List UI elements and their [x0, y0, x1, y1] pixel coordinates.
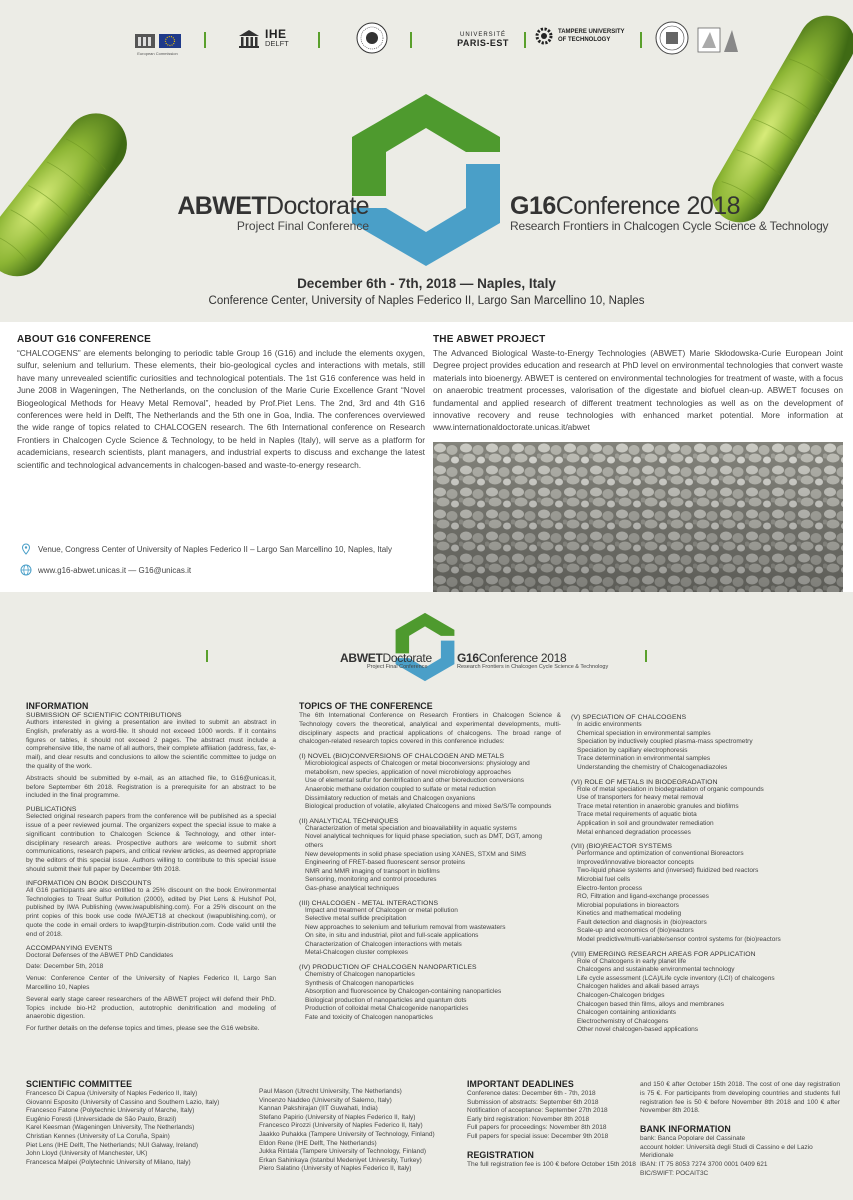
committee-member: Piet Lens (IHE Delft, The Netherlands; NUI Galway, Ireland)	[26, 1141, 199, 1149]
committee-member: Kannan Pakshirajan (IIT Guwahati, India)	[259, 1105, 378, 1113]
topics-column-2	[571, 708, 839, 1035]
committee-member: Erkan Sahinkaya (Istanbul Medeniyet University, Turkey)	[259, 1156, 422, 1164]
committee-list-2	[259, 1088, 459, 1174]
topic-item: Characterization of metal speciation and bioavailability in aquatic systems	[305, 824, 517, 832]
topic-item: Kinetics and mathematical modeling	[577, 910, 682, 918]
venue-contact	[20, 543, 392, 555]
abwet-bold: ABWET	[177, 192, 266, 220]
events-text-3: Venue: Conference Center of the University of Naples Federico II, Largo San Marcellino 10, Naples	[26, 975, 276, 991]
registration-text: The full registration fee is 100 € before October 15th 2018	[467, 1160, 636, 1168]
g16-rest: Conference 2018	[555, 192, 741, 220]
topic-item: Role of metal speciation in biodegradation of organic compounds	[577, 785, 764, 793]
topic-item: Microbiological aspects of Chalcogen or metal bioconversions: physiology and metabolism, new species, application of novel microbiology approaches	[305, 760, 530, 776]
abwet-title	[154, 192, 369, 221]
topic-item: Metal-Chalcogen cluster complexes	[305, 949, 408, 957]
deadline-item: Conference dates: December 6th - 7th, 2018	[467, 1090, 596, 1097]
topic-item: On site, in situ and industrial, pilot and full-scale applications	[305, 932, 479, 940]
topic-item: Sensoring, monitoring and control procedures	[305, 876, 437, 884]
information-column	[26, 701, 276, 1034]
g16-small-rest: Conference 2018	[478, 651, 567, 665]
topic-item: Production of colloidal metal Chalcogenide nanoparticles	[305, 1005, 469, 1013]
topic-item: Fate and toxicity of Chalcogen nanoparticles	[305, 1014, 433, 1022]
topics-intro: The 6th International Conference on Research Frontiers in Chalcogen Science & Technology covers the theoretical, analytical and experimental developments, multi-disciplinary aspects and practical applications of chalcogens. The broad range of chalcogen-related research topics covered in this conference includes:	[299, 712, 561, 746]
committee-member: Karel Keesman (Wageningen University, The Netherlands)	[26, 1124, 195, 1132]
topic-item: Selective metal sulfide precipitation	[305, 915, 407, 923]
topic-item: Trace determination in environmental samples	[577, 755, 711, 763]
topic-item: Biological production of nanoparticles and quantum dots	[305, 996, 467, 1004]
tut-label-1: TAMPERE UNIVERSITY	[558, 29, 625, 35]
abwet-rest: Doctorate	[266, 192, 369, 220]
committee-member: Francesco Fatone (Polytechnic University of Marche, Italy)	[26, 1107, 195, 1115]
committee-member: Piero Salatino (University of Naples Federico II, Italy)	[259, 1165, 412, 1173]
registration-title: REGISTRATION	[467, 1149, 535, 1160]
tampere-university-logo	[534, 26, 634, 46]
section-divider	[0, 592, 853, 600]
web-contact	[20, 564, 191, 576]
ec-building-icon	[133, 30, 183, 50]
topics-groups-2	[571, 714, 839, 1035]
ihe-label: IHE	[265, 27, 287, 41]
topic-item: Model predictive/multi-variable/sensor control systems for (bio)reactors	[577, 936, 781, 944]
g16-title-block	[510, 192, 829, 233]
topic-item: Characterization of Chalcogen interactions with metals	[305, 940, 462, 948]
topic-item: Synthesis of Chalcogen nanoparticles	[305, 979, 414, 987]
gear-icon	[534, 26, 554, 46]
publications-text: Selected original research papers from the conference will be published as a special issue of a peer reviewed journal. The organizers expect the special issue to make a significant contribution to Chalcogen Science & Technology, and other inter-disciplinary research areas. Prospective authors are welcome to submit short communications, research papers, and critical review articles, as deemed appropriate by the editors of this special issue. Authors willing to contribute to this special issue should submit their full paper by December 9th 2018.	[26, 813, 276, 873]
topic-list	[299, 825, 561, 894]
deadlines-list	[467, 1090, 657, 1142]
deadlines-column	[467, 1079, 657, 1169]
bank-detail: BIC/SWIFT: POCAIT3C	[640, 1169, 709, 1177]
topics-column	[299, 701, 561, 1023]
top-poster	[0, 0, 853, 322]
events-text-2: Date: December 5th, 2018	[26, 963, 104, 971]
about-section	[17, 334, 425, 471]
topic-item: In acidic environments	[577, 721, 642, 728]
committee-member: Francesca Malpei (Polytechnic University of Milano, Italy)	[26, 1158, 191, 1166]
universite-paris-est-logo	[448, 32, 518, 48]
submission-heading: SUBMISSION OF SCIENTIFIC CONTRIBUTIONS	[26, 712, 182, 719]
about-title: ABOUT G16 CONFERENCE	[17, 334, 152, 345]
bank-detail: account holder: Università degli Studi di Cassino e del Lazio Meridionale	[640, 1143, 813, 1160]
abwet-subtitle: Project Final Conference	[236, 219, 369, 233]
topic-item: Chemistry of Chalcogen nanoparticles	[305, 971, 415, 979]
topic-item: Microbial populations in bioreactors	[577, 901, 679, 909]
conference-date: December 6th - 7th, 2018 — Naples, Italy	[297, 276, 556, 291]
topic-group-heading: (VII) (BIO)REACTOR SYSTEMS	[571, 843, 673, 851]
topic-list	[299, 907, 561, 959]
topic-item: Chalcogen-Chalcogen bridges	[577, 992, 665, 1000]
topic-item: Other novel chalcogen-based applications	[577, 1026, 699, 1034]
topic-group-heading: (IV) PRODUCTION OF CHALCOGEN NANOPARTICLES	[299, 964, 477, 972]
submission-text-2: Abstracts should be submitted by e-mail, as an attached file, to G16@unicas.it, before September 6th 2018. Registration is a prerequisite for an abstract to be included in the final programme.	[26, 774, 276, 800]
topic-item: Understanding the chemistry of Chalcogenadiazoles	[577, 763, 728, 771]
topic-item: Life cycle assessment (LCA)/Life cycle inventory (LCI) of chalcogens	[577, 974, 775, 982]
topic-item: Anaerobic methane oxidation coupled to sulfate or metal reduction	[305, 785, 496, 793]
abwet-small-subtitle: Project Final Conference	[367, 664, 428, 670]
topic-item: Electro-fenton process	[577, 884, 643, 892]
separator	[640, 32, 642, 48]
topic-item: Performance and optimization of conventional Bioreactors	[577, 850, 744, 858]
topics-title: TOPICS OF THE CONFERENCE	[299, 701, 433, 711]
committee-list-1	[26, 1090, 256, 1167]
abwet-small-rest: Doctorate	[382, 651, 432, 665]
committee-member: Giovanni Esposito (University of Cassino and Southern Lazio, Italy)	[26, 1098, 220, 1106]
topic-item: Absorption and fluorescence by Chalcogen-containing nanoparticles	[305, 988, 502, 996]
topic-list	[571, 786, 839, 838]
g16-subtitle: Research Frontiers in Chalcogen Cycle Science & Technology	[510, 219, 829, 233]
topic-item: Speciation by inductively coupled plasma-mass spectrometry	[577, 738, 753, 746]
topic-item: Impact and treatment of Chalcogen or metal pollution	[305, 906, 458, 914]
separator	[206, 650, 208, 662]
fees-column	[640, 1081, 840, 1178]
deadline-item: Full papers for proceedings: November 8th 2018	[467, 1124, 607, 1132]
ihe-delft-logo	[238, 28, 308, 50]
bank-detail: IBAN: IT 75 8053 7274 3700 0001 0409 621	[640, 1160, 768, 1168]
topic-list	[571, 850, 839, 945]
topic-list	[299, 971, 561, 1023]
committee-member: Jukka Rintala (Tampere University of Technology, Finland)	[259, 1148, 427, 1156]
separator	[645, 650, 647, 662]
seal-icon	[654, 20, 690, 56]
committee-member: Jaakko Puhakka (Tampere University of Technology, Finland)	[259, 1130, 435, 1138]
topic-item: Chalcogen containing antioxidants	[577, 1009, 677, 1017]
separator	[410, 32, 412, 48]
committee-member: Eldon Rene (IHE Delft, The Netherlands)	[259, 1139, 377, 1147]
topic-list	[571, 958, 839, 1035]
abwet-small-bold: ABWET	[340, 651, 383, 665]
granules-photo	[433, 442, 843, 600]
topic-list	[571, 721, 839, 773]
bank-detail: bank: Banca Popolare del Cassinate	[640, 1135, 746, 1143]
submission-text-1: Authors interested in giving a presentation are invited to submit an abstract in English, preferably as a word-file. It should not exceed 1000 words. If it contains figures or tables, it should not exceed 2 pages. The abstract must include a comprehensive title, the name of all authors, their complete affiliation (address, fax, e-mail), and clear results and conclusions to allow the scientific committee to judge on the quality of the work.	[26, 719, 276, 770]
topic-group-heading: (V) SPECIATION OF CHALCOGENS	[571, 714, 687, 721]
location-pin-icon	[20, 543, 32, 555]
events-text-1: Doctoral Defenses of the ABWET PhD Candidates	[26, 951, 174, 959]
deadlines-title: IMPORTANT DEADLINES	[467, 1079, 574, 1089]
committee-column-2	[259, 1088, 459, 1174]
deadline-item: Notification of acceptance: September 27th 2018	[467, 1107, 608, 1115]
topic-group-heading: (III) CHALCOGEN - METAL INTERACTIONS	[299, 899, 439, 907]
topic-group-heading: (VI) ROLE OF METALS IN BIODEGRADATION	[571, 778, 718, 786]
topic-item: Role of Chalcogens in early planet life	[577, 957, 687, 965]
topic-list	[299, 760, 561, 812]
g16-bold: G16	[510, 192, 556, 220]
cassino-university-seal	[654, 20, 690, 58]
committee-member: John Lloyd (University of Manchester, UK)	[26, 1150, 148, 1158]
committee-member: Francesco Pirozzi (University of Naples Federico II, Italy)	[259, 1122, 423, 1130]
g16-title	[510, 192, 810, 221]
project-title: THE ABWET PROJECT	[433, 334, 546, 345]
topic-item: Trace metal retention in anaerobic granules and biofilms	[577, 802, 739, 810]
publications-heading: PUBLICATIONS	[26, 806, 77, 814]
topic-item: Application in soil and groundwater remediation	[577, 819, 714, 827]
events-heading: ACCOMPANYING EVENTS	[26, 944, 113, 952]
topic-item: Metal enhanced degradation processes	[577, 828, 691, 836]
european-commission-logo	[130, 30, 185, 57]
committee-title: SCIENTIFIC COMMITTEE	[26, 1079, 133, 1089]
topic-item: Scale-up and economics of (bio)reactors	[577, 927, 694, 935]
g16-small-title	[457, 651, 566, 665]
deadline-item: Submission of abstracts: September 6th 2018	[467, 1098, 599, 1106]
topic-item: Two-liquid phase systems and (inversed) fluidized bed reactors	[577, 867, 759, 875]
books-text: All G16 participants are also entitled to a 25% discount on the book Environmental Technologies to Treat Sulfur Pollution (2000), edited by Piet Lens & Hulshof Pol, published by IWA Publishing (www.iwapublishing.com). For a 25% discount on the print copies of this book use code IWAJET18 at checkout (iwapublishing.com), or quote the code in email orders to iwap@turpin-distribution.com. Code valid until the end of 2018.	[26, 886, 276, 938]
topic-item: Dissimilatory reduction of metals and Chalcogen oxyanions	[305, 794, 476, 802]
web-link[interactable]: www.g16-abwet.unicas.it — G16@unicas.it	[38, 565, 192, 575]
hexagon-logo-small	[394, 612, 456, 682]
topic-group-heading: (I) NOVEL (BIO)CONVERSIONS OF CHALCOGEN AND METALS	[299, 753, 505, 761]
committee-member: Paul Mason (Utrecht University, The Netherlands)	[259, 1088, 402, 1095]
topic-item: NMR and MMR imaging of transport in biofilms	[305, 867, 440, 875]
upe-label-1: UNIVERSITÉ	[459, 32, 506, 38]
bacterium-illustration-left	[0, 95, 130, 305]
separator	[318, 32, 320, 48]
g16-small-subtitle: Research Frontiers in Chalcogen Cycle Science & Technology	[457, 664, 609, 670]
project-section	[433, 334, 843, 600]
topic-item: Electrochemistry of Chalcogens	[577, 1017, 669, 1025]
hexagon-logo	[348, 92, 504, 268]
topic-item: Microbial fuel cells	[577, 875, 631, 883]
topic-item: Speciation by capillary electrophoresis	[577, 746, 688, 754]
granules-texture	[433, 442, 843, 600]
books-heading: INFORMATION ON BOOK DISCOUNTS	[26, 879, 152, 887]
bank-title: BANK INFORMATION	[640, 1124, 731, 1135]
g16-small-bold: G16	[457, 651, 479, 665]
temple-icon	[238, 28, 260, 50]
committee-member: Christian Kennes (University of La Coruña, Spain)	[26, 1132, 170, 1140]
committee-column	[26, 1079, 256, 1167]
project-text: The Advanced Biological Waste-to-Energy Technologies (ABWET) Marie Skłodowska-Curie European Joint Degree project provides education and research at PhD level on environmental technologies that convert waste materials into bioenergy. ABWET is centered on environmental technologies for treatment of waste, with a focus on anaerobic treatment processes, valorisation of the digestate and biofuel clean-up. ABWET focuses on fundamental and applied research of different treatment technologies as well as on the development of innovative recovery and reuse technologies with enhanced market potential. More information at www.internationaldoctorate.unicas.it/abwet	[433, 348, 843, 433]
seal-icon	[356, 22, 388, 54]
committee-member: Eugênio Foresti (Universidade de São Paulo, Brazil)	[26, 1115, 177, 1123]
topic-item: New developments in solid phase speciation using XANES, STXM and SIMS	[305, 850, 527, 858]
topic-item: New approaches to selenium and tellurium removal from wastewaters	[305, 923, 506, 931]
topic-item: Use of transporters for heavy metal removal	[577, 794, 704, 802]
globe-icon	[20, 564, 32, 576]
abwet-small-title	[340, 651, 432, 665]
topic-item: Chalcogen based thin films, alloys and membranes	[577, 1000, 725, 1008]
deadline-item: Early bird registration: November 8th 2018	[467, 1115, 590, 1123]
bank-list	[640, 1135, 840, 1178]
tut-label-2: OF TECHNOLOGY	[558, 37, 611, 43]
delft-label: DELFT	[265, 39, 289, 48]
topic-item: Trace metal requirements of aquatic biota	[577, 811, 697, 819]
conference-venue: Conference Center, University of Naples Federico II, Largo San Marcellino 10, Naples	[208, 295, 645, 307]
topic-item: Chalcogens and sustainable environmental technology	[577, 966, 735, 974]
events-text-4: Several early stage career researchers of the ABWET project will defend their PhD. Topics include bio-H2 production, autotrophic denitrification and modeling of anaerobic digestion.	[26, 995, 276, 1021]
topic-item: Use of elemental sulfur for denitrification and other bioreduction conversions	[305, 777, 524, 785]
topic-item: Gas-phase analytical techniques	[305, 884, 399, 892]
information-title: INFORMATION	[26, 701, 89, 711]
topic-item: RO, Filtration and ligand-exchange processes	[577, 893, 709, 901]
topics-groups-1	[299, 753, 561, 1022]
fees-text: and 150 € after October 15th 2018. The cost of one day registration is 75 €. For participants from developing countries and students full registration fee is 50 € before November 8th 2018 and 100 € after November 8th 2018.	[640, 1081, 840, 1115]
topic-item: Improved/innovative bioreactor concepts	[577, 858, 694, 866]
topic-item: Chalcogen halides and alkali based arrays	[577, 983, 700, 991]
committee-member: Stefano Papirio (University of Naples Federico II, Italy)	[259, 1113, 416, 1121]
about-text: “CHALCOGENS” are elements belonging to periodic table Group 16 (G16) and include the elements oxygen, sulfur, selenium and tellurium. These elements, their bio-geological cycles and interactions with metals, still have many unrevealed scientific curiosities and technological potentials. The 1st G16 conference was held in June 2008 in Wageningen, The Netherlands, on the conclusion of the Marie Curie Excellence Grant “Novel Biogeological Methods for Heavy Metal Removal”, headed by Prof.Piet Lens. The 2nd, 3rd and 4th G16 conferences were held in Delft, The Netherlands and the 5th one in Goa, India. The conferences overviewed the wide range of topics related to CHALCOGEN research. The 6th International conference on Research Frontiers in Chalcogen Cycle Science & Technology, to be held in Naples (Italy), will serve as a platform for academicians, research scientists, plant managers, and industrial experts to discuss and exchange the latest scientific and technological advancements in chalcogen-based and waste-to-energy research.	[17, 348, 425, 470]
abwet-title-block	[154, 192, 369, 233]
events-text-5: For further details on the defense topics and times, please see the G16 website.	[26, 1025, 260, 1033]
naples-university-seal	[356, 22, 388, 56]
separator	[524, 32, 526, 48]
committee-member: Vincenzo Naddeo (University of Salerno, Italy)	[259, 1096, 392, 1104]
topic-group-heading: (II) ANALYTICAL TECHNIQUES	[299, 817, 399, 825]
deadline-item: Full papers for special issue: December 9th 2018	[467, 1132, 609, 1140]
topic-item: Fault detection and diagnosis in (bio)reactors	[577, 918, 707, 926]
separator	[204, 32, 206, 48]
topic-item: Novel analytical techniques for liquid phase speciation, such as DMT, DGT, among others	[305, 833, 543, 849]
committee-member: Francesco Di Capua (University of Naples Federico II, Italy)	[26, 1090, 198, 1097]
topic-item: Engineering of FRET-based fluorescent sensor proteins	[305, 859, 466, 867]
venue-text: Venue, Congress Center of University of Naples Federico II – Largo San Marcellino 10, Naples, Italy	[38, 544, 392, 554]
bottom-poster	[0, 600, 853, 1200]
ec-label: European Commission	[137, 51, 178, 56]
topic-item: Chemical speciation in environmental samples	[577, 729, 711, 737]
topic-item: Biological production of volatile, alkylated Chalcogens and mixed Se/S/Te compounds	[305, 803, 552, 811]
upe-label-2: PARIS-EST	[457, 38, 509, 48]
topic-group-heading: (VIII) EMERGING RESEARCH AREAS FOR APPLICATION	[571, 950, 756, 958]
